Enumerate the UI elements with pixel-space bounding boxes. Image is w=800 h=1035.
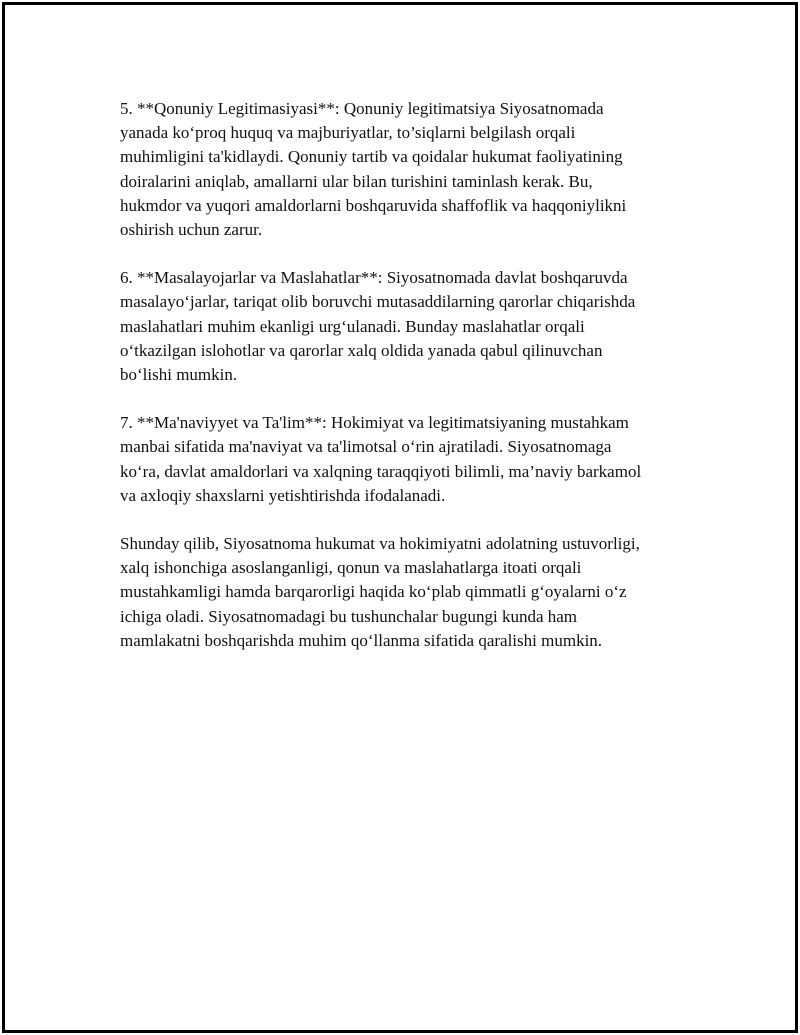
- text-line: manbai sifatida ma'naviyat va ta'limotsal o‘rin ajratiladi. Siyosatnomaga: [120, 437, 612, 457]
- text-line: bo‘lishi mumkin.: [120, 365, 238, 385]
- text-line: ko‘ra, davlat amaldorlari va xalqning taraqqiyoti bilimli, ma’naviy barkamol: [120, 461, 642, 481]
- text-line: 7. **Ma'naviyyet va Ta'lim**: Hokimiyat va legitimatsiyaning mustahkam: [120, 413, 629, 433]
- text-line: oshirish uchun zarur.: [120, 220, 263, 240]
- text-line: va axloqiy shaxslarni yetishtirishda ifodalanadi.: [120, 485, 446, 505]
- text-line: muhimligini ta'kidlaydi. Qonuniy tartib va qoidalar hukumat faoliyatining: [120, 147, 623, 167]
- text-line: o‘tkazilgan islohotlar va qarorlar xalq oldida yanada qabul qilinuvchan: [120, 340, 603, 360]
- text-line: yanada ko‘proq huquq va majburiyatlar, to’siqlarni belgilash orqali: [120, 123, 576, 143]
- text-line: 6. **Masalayojarlar va Maslahatlar**: Siyosatnomada davlat boshqaruvda: [120, 268, 628, 288]
- text-line: doiralarini aniqlab, amallarni ular bilan turishini taminlash kerak. Bu,: [120, 171, 593, 191]
- paragraph-conclusion: [120, 532, 710, 653]
- text-line: masalayo‘jarlar, tariqat olib boruvchi mutasaddilarning qarorlar chiqarishda: [120, 292, 636, 312]
- paragraph-spirituality-education: [120, 411, 710, 508]
- document-body: [120, 97, 710, 677]
- paragraph-legitimacy: [120, 97, 710, 242]
- text-line: xalq ishonchiga asoslanganligi, qonun va maslahatlarga itoati orqali: [120, 558, 582, 578]
- text-line: Shunday qilib, Siyosatnoma hukumat va hokimiyatni adolatning ustuvorligi,: [120, 534, 640, 554]
- paragraph-advisors: [120, 266, 710, 387]
- page-frame: [2, 2, 798, 1033]
- text-line: mustahkamligi hamda barqarorligi haqida ko‘plab qimmatli g‘oyalarni o‘z: [120, 582, 627, 602]
- text-line: ichiga oladi. Siyosatnomadagi bu tushunchalar bugungi kunda ham: [120, 606, 578, 626]
- text-line: hukmdor va yuqori amaldorlarni boshqaruvida shaffoflik va haqqoniylikni: [120, 195, 627, 215]
- text-line: maslahatlari muhim ekanligi urg‘ulanadi. Bunday maslahatlar orqali: [120, 316, 585, 336]
- text-line: mamlakatni boshqarishda muhim qo‘llanma sifatida qaralishi mumkin.: [120, 630, 603, 650]
- text-line: 5. **Qonuniy Legitimasiyasi**: Qonuniy legitimatsiya Siyosatnomada: [120, 99, 604, 118]
